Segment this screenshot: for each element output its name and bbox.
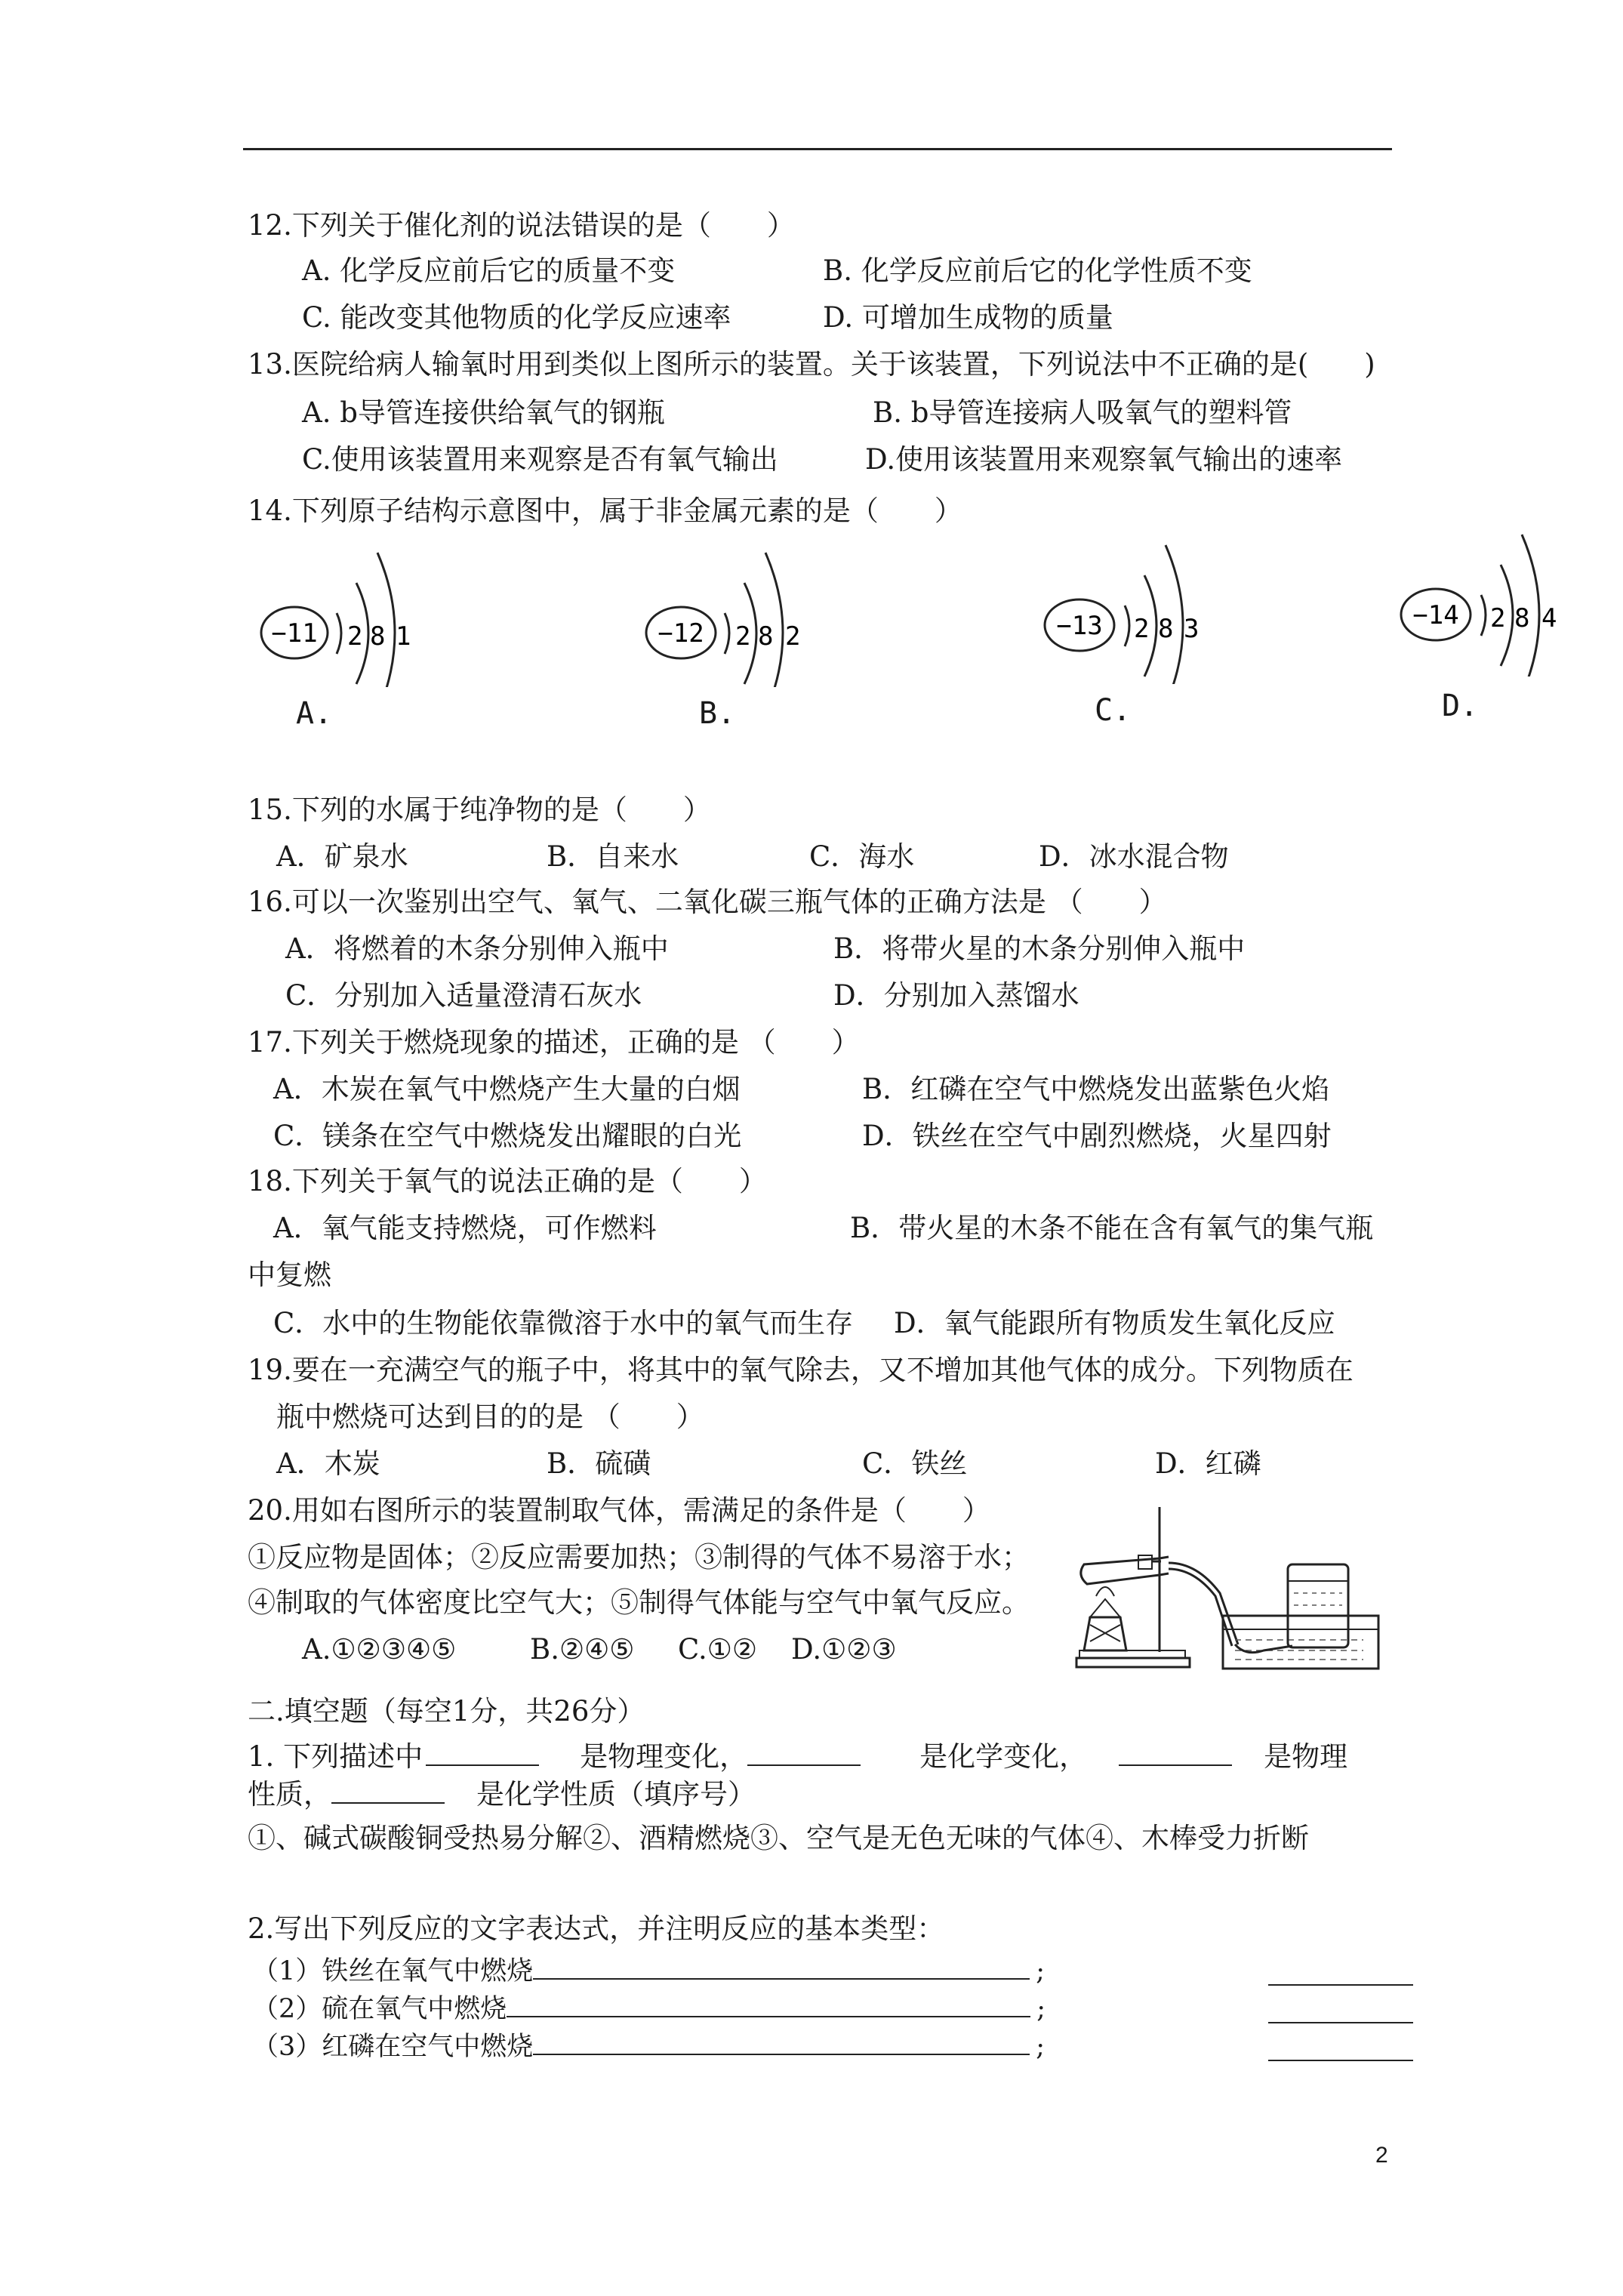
q15-option-c: C．海水 [809, 840, 915, 873]
atom-diagram-a [257, 544, 430, 690]
fill-q1-line-1 [248, 1738, 1347, 1776]
fill-q2-reaction-1-sep: ; [1036, 1956, 1046, 1986]
q17-option-c: C．镁条在空气中燃烧发出耀眼的白光 [273, 1120, 742, 1152]
q19-stem-continued: 瓶中燃烧可达到目的的是 （ ） [276, 1401, 704, 1433]
fill-q1-text-1: 1. 下列描述中 [248, 1740, 423, 1773]
q12-option-b: B. 化学反应前后它的化学性质不变 [823, 254, 1252, 287]
q12-option-a: A. 化学反应前后它的质量不变 [302, 254, 676, 287]
atom-a-shell-3: 1 [396, 621, 411, 652]
fill-q2-reaction-3 [252, 2028, 1045, 2066]
fill-q2-reaction-2-sep: ; [1036, 1994, 1046, 2024]
q15-option-b: B．自来水 [547, 840, 679, 873]
q16-option-b: B．将带火星的木条分别伸入瓶中 [833, 932, 1246, 965]
fill-q2-reaction-3-type-blank[interactable] [1268, 2034, 1413, 2061]
fill-q2-reaction-2-blank[interactable] [507, 1990, 1030, 2017]
q20-option-c: C.①② [678, 1633, 758, 1666]
fill-q2-reaction-1-blank[interactable] [533, 1952, 1030, 1980]
q20-option-d: D.①②③ [791, 1633, 897, 1666]
q18-option-b-continued: 中复燃 [248, 1259, 331, 1291]
q19-option-c: C．铁丝 [862, 1447, 968, 1480]
q19-option-d: D．红磷 [1155, 1447, 1261, 1480]
fill-q2-reaction-3-blank[interactable] [533, 2028, 1030, 2055]
q13-option-d: D.使用该装置用来观察氧气输出的速率 [865, 443, 1343, 476]
q20-condition-line-1: ①反应物是固体；②反应需要加热；③制得的气体不易溶于水； [248, 1541, 1030, 1573]
q19-option-b: B．硫磺 [547, 1447, 651, 1480]
atom-c-shell-2: 8 [1158, 614, 1174, 644]
fill-q1-text-3: 是化学变化， [919, 1740, 1088, 1773]
q20-option-a: A.①②③④⑤ [302, 1633, 457, 1666]
q17-option-a: A．木炭在氧气中燃烧产生大量的白烟 [273, 1073, 741, 1105]
atom-b-shell-3: 2 [785, 621, 801, 652]
atom-b-label: B. [699, 696, 736, 731]
atom-d-label: D. [1442, 689, 1479, 723]
fill-q2-reaction-1-type-blank[interactable] [1268, 1959, 1413, 1986]
fill-q1-line-2 [248, 1776, 756, 1814]
q18-option-d: D．氧气能跟所有物质发生氧化反应 [894, 1307, 1335, 1339]
atom-a-nucleus: −11 [271, 618, 318, 649]
atom-d-shell-1: 2 [1490, 603, 1506, 633]
q18-option-a: A．氧气能支持燃烧，可作燃料 [273, 1212, 657, 1244]
fill-q1-blank-3[interactable] [1119, 1739, 1232, 1766]
fill-q2-reaction-2-type-blank[interactable] [1268, 1996, 1413, 2023]
q18-stem: 18.下列关于氧气的说法正确的是（ ） [248, 1165, 767, 1197]
q13-stem: 13.医院给病人输氧时用到类似上图所示的装置。关于该装置，下列说法中不正确的是( ) [248, 348, 1375, 381]
atom-d-shell-2: 8 [1514, 603, 1530, 633]
atom-c-label: C. [1095, 693, 1132, 728]
fill-q1-blank-2[interactable] [747, 1739, 861, 1766]
atom-a-shell-1: 2 [347, 621, 363, 652]
page-number: 2 [1375, 2143, 1388, 2168]
section-2-title: 二.填空题（每空1分，共26分） [248, 1695, 645, 1727]
atom-diagram-b [639, 544, 812, 690]
atom-a-shell-2: 8 [370, 621, 386, 652]
q13-option-b: B. b导管连接病人吸氧气的塑料管 [873, 396, 1292, 429]
q16-option-c: C．分别加入适量澄清石灰水 [285, 979, 642, 1012]
q19-option-a: A．木炭 [276, 1447, 380, 1480]
q15-option-a: A．矿泉水 [276, 840, 408, 873]
q20-stem: 20.用如右图所示的装置制取气体，需满足的条件是（ ） [248, 1494, 990, 1527]
fill-q1-text-6: 是化学性质（填序号） [476, 1778, 756, 1811]
q12-stem: 12.下列关于催化剂的说法错误的是（ ） [248, 209, 795, 242]
fill-q2-reaction-1 [252, 1952, 1045, 1990]
q13-option-a: A. b导管连接供给氧气的钢瓶 [302, 396, 665, 429]
q13-option-c: C.使用该装置用来观察是否有氧气输出 [302, 443, 778, 476]
atom-diagram-c [1037, 541, 1211, 687]
q14-stem: 14.下列原子结构示意图中，属于非金属元素的是（ ） [248, 495, 962, 527]
fill-q2-reaction-2 [252, 1990, 1046, 2028]
q16-option-d: D．分别加入蒸馏水 [833, 979, 1079, 1012]
header-rule [243, 148, 1392, 150]
q18-option-b: B．带火星的木条不能在含有氧气的集气瓶 [850, 1212, 1374, 1244]
q15-stem: 15.下列的水属于纯净物的是（ ） [248, 794, 711, 826]
atom-d-shell-3: 4 [1541, 603, 1557, 633]
q17-option-b: B．红磷在空气中燃烧发出蓝紫色火焰 [862, 1073, 1330, 1105]
q17-stem: 17.下列关于燃烧现象的描述，正确的是 （ ） [248, 1026, 860, 1059]
q20-condition-line-2: ④制取的气体密度比空气大；⑤制得气体能与空气中氧气反应。 [248, 1586, 1030, 1619]
q12-option-c: C. 能改变其他物质的化学反应速率 [302, 301, 731, 334]
fill-q1-blank-4[interactable] [331, 1777, 445, 1804]
atom-b-nucleus: −12 [658, 618, 704, 649]
atom-c-shell-3: 3 [1184, 614, 1200, 644]
q17-option-d: D．铁丝在空气中剧烈燃烧，火星四射 [862, 1120, 1332, 1152]
q16-option-a: A．将燃着的木条分别伸入瓶中 [285, 932, 669, 965]
atom-c-shell-1: 2 [1134, 614, 1150, 644]
q20-option-b: B.②④⑤ [530, 1633, 635, 1666]
fill-q2-stem: 2.写出下列反应的文字表达式，并注明反应的基本类型： [248, 1912, 945, 1945]
atom-a-label: A. [296, 696, 333, 731]
atom-b-shell-2: 8 [758, 621, 774, 652]
gas-collection-apparatus-diagram [1069, 1502, 1394, 1679]
q12-option-d: D. 可增加生成物的质量 [823, 301, 1113, 334]
atom-diagram-d [1394, 533, 1567, 680]
q15-option-d: D．冰水混合物 [1039, 840, 1229, 873]
fill-q1-blank-1[interactable] [426, 1739, 539, 1766]
fill-q1-text-4: 是物理 [1264, 1740, 1348, 1773]
q16-stem: 16.可以一次鉴别出空气、氧气、二氧化碳三瓶气体的正确方法是 （ ） [248, 886, 1167, 918]
atom-d-nucleus: −14 [1412, 600, 1459, 630]
atom-b-shell-1: 2 [735, 621, 751, 652]
q19-stem: 19.要在一充满空气的瓶子中，将其中的氧气除去，又不增加其他气体的成分。下列物质在 [248, 1354, 1354, 1386]
atom-c-nucleus: −13 [1056, 611, 1103, 641]
fill-q1-items: ①、碱式碳酸铜受热易分解②、酒精燃烧③、空气是无色无味的气体④、木棒受力折断 [248, 1822, 1309, 1854]
fill-q2-reaction-1-label: （1）铁丝在氧气中燃烧 [252, 1956, 534, 1986]
fill-q2-reaction-2-label: （2）硫在氧气中燃烧 [252, 1994, 507, 2024]
q18-option-c: C．水中的生物能依靠微溶于水中的氧气而生存 [273, 1307, 854, 1339]
fill-q2-reaction-3-label: （3）红磷在空气中燃烧 [252, 2032, 534, 2062]
fill-q1-text-2: 是物理变化， [580, 1740, 748, 1773]
fill-q2-reaction-3-sep: ; [1036, 2032, 1046, 2062]
fill-q1-text-5: 性质， [248, 1778, 331, 1811]
